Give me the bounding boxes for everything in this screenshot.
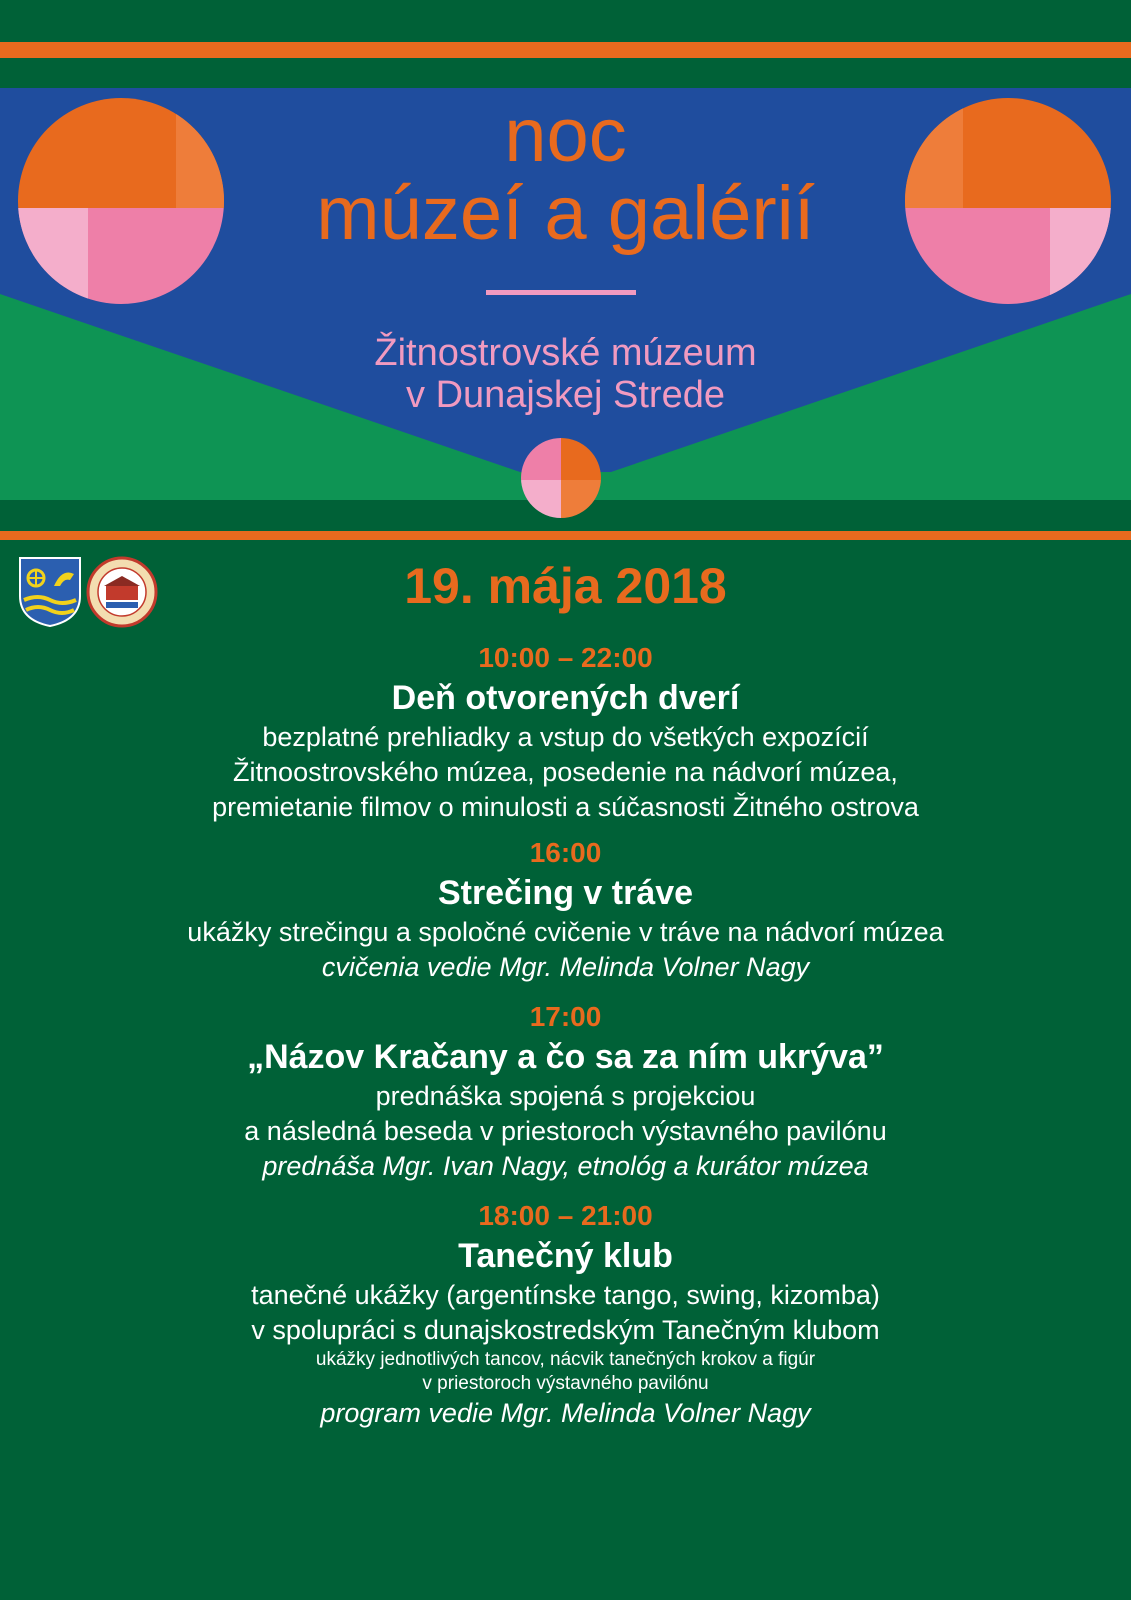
program-time: 17:00 bbox=[529, 1001, 602, 1032]
museum-name: Žitnostrovské múzeum bbox=[374, 332, 757, 374]
program-title: Deň otvorených dverí bbox=[391, 679, 740, 717]
program-line: a následná beseda v priestoroch výstavného pavilónu bbox=[244, 1116, 887, 1146]
program-line: tanečné ukážky (argentínske tango, swing, kizomba) bbox=[251, 1280, 880, 1310]
program bbox=[0, 640, 1131, 1431]
program-time: 16:00 bbox=[529, 837, 602, 868]
program-line: v spolupráci s dunajskostredským Tanečným klubom bbox=[251, 1315, 880, 1345]
program-item-3 bbox=[0, 999, 1131, 1184]
top-orange-stripe bbox=[0, 42, 1131, 58]
program-item-1 bbox=[0, 640, 1131, 825]
program-title: Tanečný klub bbox=[458, 1237, 673, 1275]
header-graphic bbox=[0, 0, 1131, 540]
program-line: bezplatné prehliadky a vstup do všetkých expozícií bbox=[262, 722, 869, 752]
program-line: ukážky strečingu a spoločné cvičenie v tráve na nádvorí múzea bbox=[187, 917, 944, 947]
program-time: 18:00 – 21:00 bbox=[478, 1200, 653, 1231]
program-item-4 bbox=[0, 1198, 1131, 1431]
program-item-2 bbox=[0, 835, 1131, 985]
program-host: cvičenia vedie Mgr. Melinda Volner Nagy bbox=[321, 952, 810, 982]
program-title: „Názov Kračany a čo sa za ním ukrýva” bbox=[247, 1038, 884, 1076]
bottom-orange-stripe bbox=[0, 531, 1131, 540]
title-noc: noc bbox=[504, 93, 627, 178]
program-line: prednáška spojená s projekciou bbox=[375, 1081, 756, 1111]
program-host: prednáša Mgr. Ivan Nagy, etnológ a kurátor múzea bbox=[262, 1151, 869, 1181]
program-line: premietanie filmov o minulosti a súčasnosti Žitného ostrova bbox=[212, 792, 919, 822]
program-small-line: ukážky jednotlivých tancov, nácvik tanečných krokov a figúr bbox=[315, 1349, 816, 1370]
museum-location: v Dunajskej Strede bbox=[406, 374, 725, 416]
title-divider bbox=[486, 290, 636, 295]
program-host: program vedie Mgr. Melinda Volner Nagy bbox=[320, 1398, 811, 1428]
program-time: 10:00 – 22:00 bbox=[478, 642, 653, 673]
program-title: Strečing v tráve bbox=[437, 874, 694, 912]
program-small-line: v priestoroch výstavného pavilónu bbox=[422, 1373, 709, 1394]
event-date: 19. mája 2018 bbox=[404, 558, 727, 614]
program-line: Žitnoostrovského múzea, posedenie na nádvorí múzea, bbox=[233, 757, 898, 787]
title-muzei-galerii: múzeí a galérií bbox=[316, 171, 815, 256]
